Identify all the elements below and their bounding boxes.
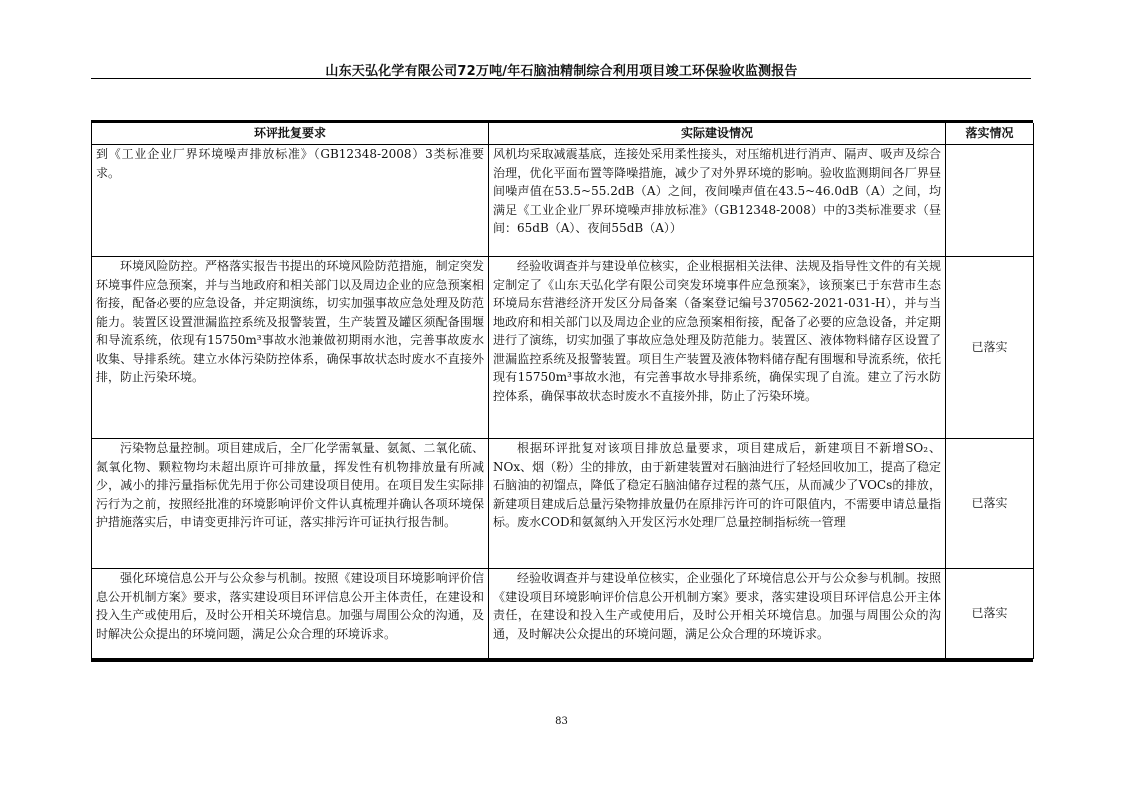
header-rule: [91, 78, 1031, 79]
actual-cell: 风机均采取减震基底，连接处采用柔性接头，对压缩机进行消声、隔声、吸声及综合治理，优化平面布置等降噪措施，减少了对外界环境的影响。验收监测期间各厂界昼间噪声值在53.5~55.2dB（A）之间，夜间噪声值在43.5~46.0dB（A）之间，均满足《工业企业厂界环境噪声排放标准》（GB12348-2008）中的3类标准要求（昼间：65dB（A）、夜间55dB（A））: [489, 145, 946, 257]
requirement-cell: 环境风险防控。严格落实报告书提出的环境风险防范措施，制定突发环境事件应急预案，并与当地政府和相关部门以及周边企业的应急预案相衔接，配备必要的应急设备，并定期演练，切实加强事故应急处理及防范能力。装置区设置泄漏监控系统及报警装置，生产装置及罐区须配备围堰和导流系统，依现有15750m³事故水池兼做初期雨水池，完善事故废水收集、导排系统。建立水体污染防控体系，确保事故状态时废水不直接外排，防止污染环境。: [92, 257, 489, 439]
column-header-requirement: 环评批复要求: [92, 123, 489, 145]
requirement-cell: 强化环境信息公开与公众参与机制。按照《建设项目环境影响评价信息公开机制方案》要求，落实建设项目环评信息公开主体责任，在建设和投入生产或使用后，及时公开相关环境信息。加强与周围公众的沟通，及时解决公众提出的环境问题，满足公众合理的环境诉求。: [92, 569, 489, 659]
actual-cell: 根据环评批复对该项目排放总量要求，项目建成后，新建项目不新增SO₂、NOx、烟（粉）尘的排放，由于新建装置对石脑油进行了轻烃回收加工，提高了稳定石脑油的初馏点，降低了稳定石脑油储存过程的蒸气压，从而减少了VOCs的排放，新建项目建成后总量污染物排放量仍在原排污许可的许可限值内，不需要申请总量指标。废水COD和氨氮纳入开发区污水处理厂总量控制指标统一管理: [489, 439, 946, 569]
status-cell: [946, 145, 1034, 257]
table-row: [92, 257, 1034, 439]
column-header-actual: 实际建设情况: [489, 123, 946, 145]
status-cell: 已落实: [946, 257, 1034, 439]
table-bottom-rule: [91, 659, 1033, 662]
requirement-cell: 污染物总量控制。项目建成后，全厂化学需氧量、氨氮、二氧化硫、氮氧化物、颗粒物均未超出原许可排放量，挥发性有机物排放量有所减少，减小的排污量指标优先用于你公司建设项目使用。在项目发生实际排污行为之前，按照经批准的环境影响评价文件认真梳理并确认各项环境保护措施落实后，申请变更排污许可证，落实排污许可证执行报告制。: [92, 439, 489, 569]
table-row: [92, 569, 1034, 659]
status-cell: 已落实: [946, 439, 1034, 569]
report-title: 山东天弘化学有限公司72万吨/年石脑油精制综合利用项目竣工环保验收监测报告: [325, 64, 798, 79]
actual-cell: 经验收调查并与建设单位核实，企业根据相关法律、法规及指导性文件的有关规定制定了《山东天弘化学有限公司突发环境事件应急预案》，该预案已于东营市生态环境局东营港经济开发区分局备案（备案登记编号370562-2021-031-H），并与当地政府和相关部门以及周边企业的应急预案相衔接，配备了必要的应急设备，并定期进行了演练，切实加强了事故应急处理及防范能力。装置区、液体物料储存区设置了泄漏监控系统及报警装置。项目生产装置及液体物料储存配有围堰和导流系统，依托现有15750m³事故水池，有完善事故水导排系统，确保实现了自流。建立了污水防控体系，确保事故状态时废水不直接外排，防止了污染环境。: [489, 257, 946, 439]
table-row: [92, 145, 1034, 257]
compliance-table: [91, 120, 1033, 662]
table-header-row: [92, 123, 1034, 145]
table-row: [92, 439, 1034, 569]
status-cell: 已落实: [946, 569, 1034, 659]
page-number: 83: [555, 716, 568, 727]
requirement-cell: 到《工业企业厂界环境噪声排放标准》（GB12348-2008）3类标准要求。: [92, 145, 489, 257]
actual-cell: 经验收调查并与建设单位核实，企业强化了环境信息公开与公众参与机制。按照《建设项目环境影响评价信息公开机制方案》要求，落实建设项目环评信息公开主体责任，在建设和投入生产或使用后，及时公开相关环境信息。加强与周围公众的沟通，及时解决公众提出的环境问题，满足公众合理的环境诉求。: [489, 569, 946, 659]
column-header-status: 落实情况: [946, 123, 1034, 145]
